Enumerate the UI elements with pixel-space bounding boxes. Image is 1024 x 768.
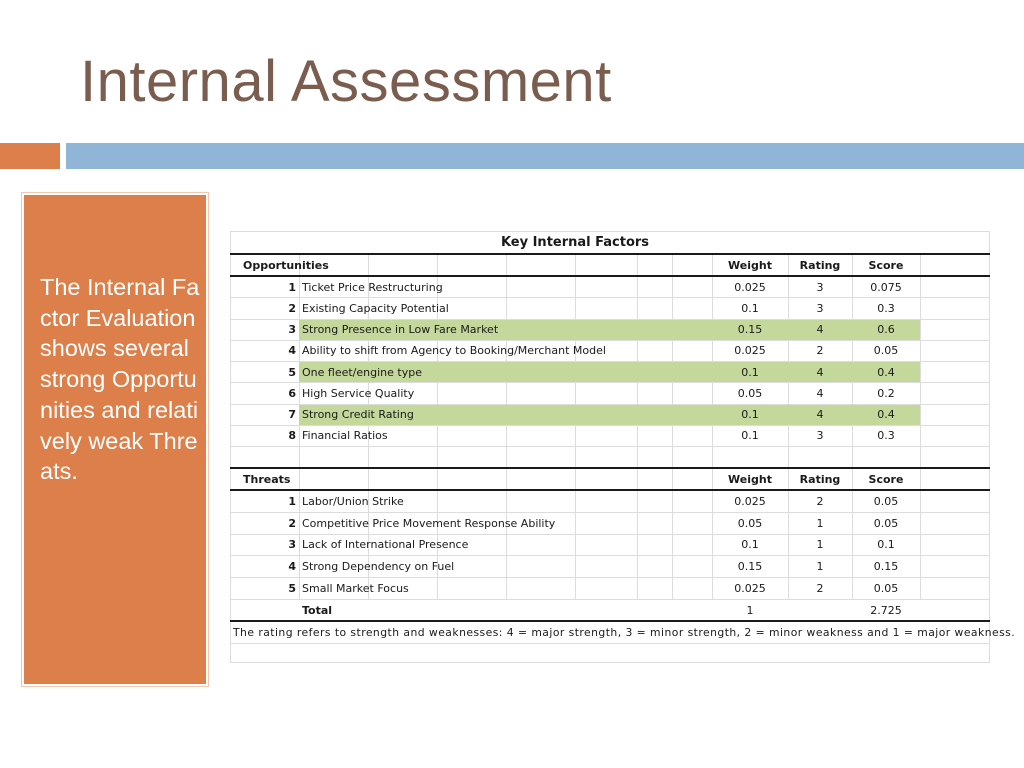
opportunities-row <box>230 341 990 362</box>
rating-value: 4 <box>816 386 824 400</box>
score-value: 0.05 <box>873 494 899 508</box>
rating-value: 2 <box>816 494 824 508</box>
factor-name: Small Market Focus <box>302 582 409 596</box>
score-header: Score <box>868 258 904 272</box>
opportunities-header: Opportunities <box>243 258 329 272</box>
score-value: 0.4 <box>877 408 895 422</box>
threats-row <box>230 491 990 513</box>
row-number: 3 <box>288 323 296 337</box>
rating-value: 1 <box>816 516 824 530</box>
factor-name: Lack of International Presence <box>302 538 469 552</box>
weight-value: 0.1 <box>741 365 759 379</box>
weight-value: 0.05 <box>737 386 763 400</box>
total-score: 2.725 <box>870 603 902 617</box>
rating-value: 4 <box>816 323 824 337</box>
factor-name: Existing Capacity Potential <box>302 301 449 315</box>
opportunities-row <box>230 277 990 298</box>
weight-value: 0.025 <box>734 344 766 358</box>
table-title-row <box>230 231 990 255</box>
row-number: 4 <box>288 560 296 574</box>
rating-value: 2 <box>816 344 824 358</box>
weight-value: 0.1 <box>741 301 759 315</box>
score-value: 0.1 <box>877 538 895 552</box>
factor-name: Strong Credit Rating <box>302 408 414 422</box>
factor-name: Labor/Union Strike <box>302 494 404 508</box>
opportunities-row <box>230 320 990 341</box>
rating-value: 1 <box>816 538 824 552</box>
row-number: 6 <box>288 386 296 400</box>
total-row <box>230 600 990 622</box>
total-weight: 1 <box>746 603 754 617</box>
weight-value: 0.15 <box>737 560 763 574</box>
rating-value: 4 <box>816 408 824 422</box>
rating-header: Rating <box>799 258 841 272</box>
weight-header: Weight <box>728 472 772 486</box>
threats-row <box>230 535 990 557</box>
rating-value: 4 <box>816 365 824 379</box>
row-number: 5 <box>288 365 296 379</box>
weight-value: 0.15 <box>737 323 763 337</box>
empty-row <box>230 644 990 663</box>
score-value: 0.05 <box>873 344 899 358</box>
factor-name: Strong Presence in Low Fare Market <box>302 323 499 337</box>
slide-title: Internal Assessment <box>80 49 612 114</box>
weight-value: 0.05 <box>737 516 763 530</box>
threats-row <box>230 556 990 578</box>
rating-value: 3 <box>816 301 824 315</box>
row-number: 8 <box>288 429 296 443</box>
weight-value: 0.1 <box>741 408 759 422</box>
side-callout-text: The Internal Factor Evaluation shows several strong Opportunities and relatively weak Threats. <box>40 274 200 485</box>
threats-row <box>230 578 990 600</box>
factor-name: Ability to shift from Agency to Booking/Merchant Model <box>302 344 606 358</box>
factor-name: Financial Ratios <box>302 429 388 443</box>
factor-name: One fleet/engine type <box>302 365 422 379</box>
row-number: 1 <box>288 494 296 508</box>
opportunities-row <box>230 383 990 404</box>
rating-value: 3 <box>816 280 824 294</box>
score-value: 0.2 <box>877 386 895 400</box>
score-header: Score <box>868 472 904 486</box>
accent-bar-orange <box>0 143 60 169</box>
weight-value: 0.025 <box>734 582 766 596</box>
row-number: 7 <box>288 408 296 422</box>
score-value: 0.3 <box>877 301 895 315</box>
rating-note: The rating refers to strength and weaknesses: 4 = major strength, 3 = minor strength, 2 = minor weakness and 1 = major weakness. <box>233 626 1016 639</box>
rating-value: 3 <box>816 429 824 443</box>
weight-value: 0.1 <box>741 429 759 443</box>
table-title: Key Internal Factors <box>500 234 650 250</box>
factor-name: High Service Quality <box>302 386 415 400</box>
factor-name: Ticket Price Restructuring <box>302 280 443 294</box>
rating-header: Rating <box>799 472 841 486</box>
threats-header: Threats <box>243 472 291 486</box>
total-label: Total <box>302 603 333 617</box>
opportunities-row <box>230 405 990 426</box>
opportunities-row <box>230 362 990 383</box>
rating-value: 2 <box>816 582 824 596</box>
accent-bar-blue <box>66 143 1024 169</box>
row-number: 2 <box>288 301 296 315</box>
row-number: 5 <box>288 582 296 596</box>
opportunities-row <box>230 426 990 447</box>
score-value: 0.3 <box>877 429 895 443</box>
blank-row <box>230 447 990 469</box>
score-value: 0.4 <box>877 365 895 379</box>
opportunities-row <box>230 298 990 319</box>
score-value: 0.075 <box>870 280 902 294</box>
opportunities-header-row <box>230 255 990 277</box>
score-value: 0.6 <box>877 323 895 337</box>
factor-name: Competitive Price Movement Response Ability <box>302 516 556 530</box>
threats-header-row <box>230 469 990 491</box>
weight-header: Weight <box>728 258 772 272</box>
row-number: 3 <box>288 538 296 552</box>
row-number: 1 <box>288 280 296 294</box>
row-number: 2 <box>288 516 296 530</box>
rating-value: 1 <box>816 560 824 574</box>
weight-value: 0.025 <box>734 494 766 508</box>
weight-value: 0.025 <box>734 280 766 294</box>
internal-factors-table <box>230 231 1016 663</box>
score-value: 0.15 <box>873 560 899 574</box>
rating-note-row <box>230 622 1016 644</box>
factor-name: Strong Dependency on Fuel <box>302 560 455 574</box>
weight-value: 0.1 <box>741 538 759 552</box>
row-number: 4 <box>288 344 296 358</box>
score-value: 0.05 <box>873 582 899 596</box>
threats-row <box>230 513 990 535</box>
score-value: 0.05 <box>873 516 899 530</box>
